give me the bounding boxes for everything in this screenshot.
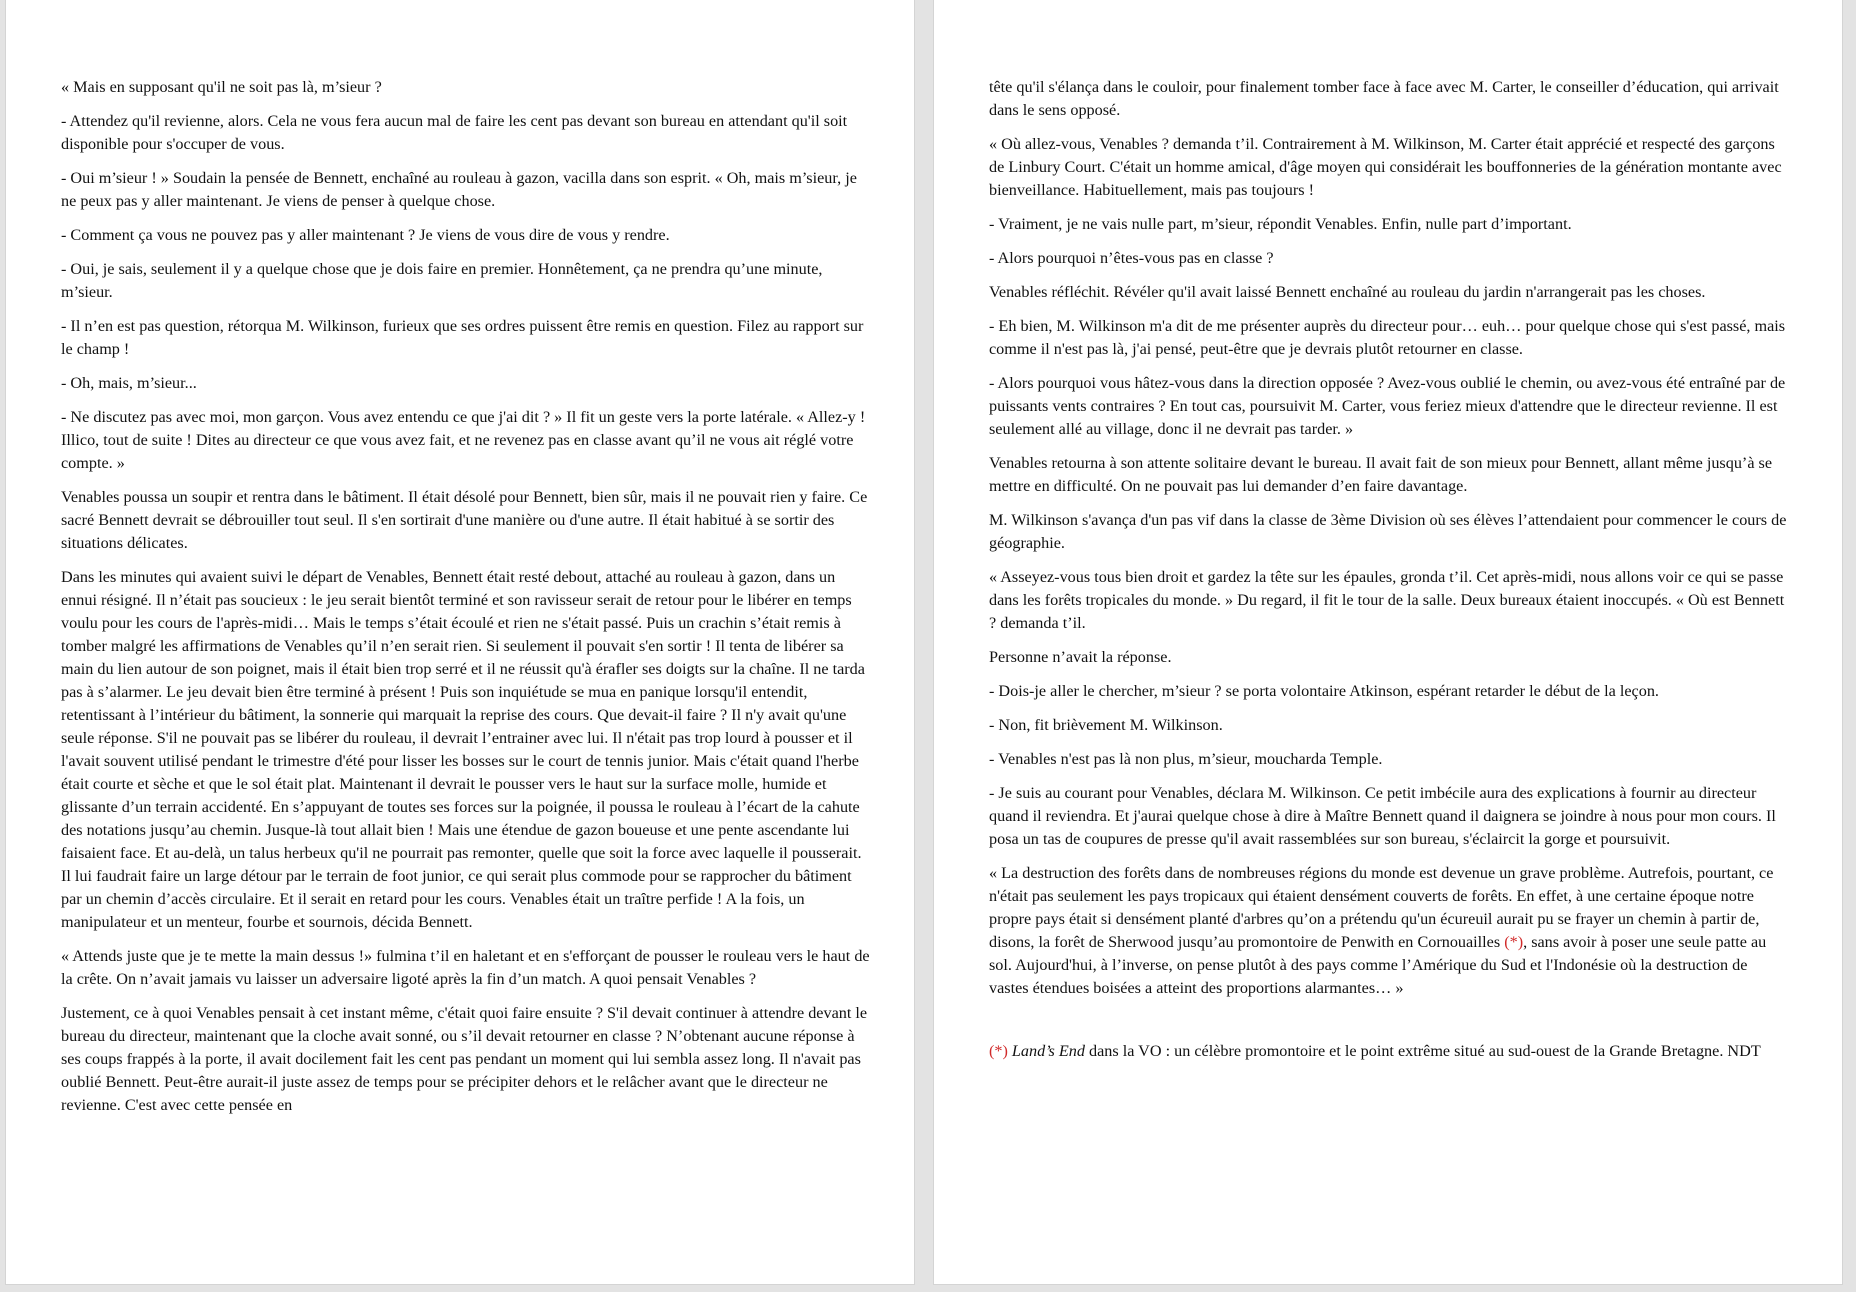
paragraph: Dans les minutes qui avaient suivi le départ de Venables, Bennett était resté debout, attaché au rouleau à gazon, dans un ennui résigné. Il n’était pas soucieux : le jeu serait bientôt terminé et son ravisseur serait de retour pour le libérer en temps voulu pour les cours de l'après-midi… Mais le temps s’était écoulé et rien ne s'était passé. Puis un crachin s’était remis à tomber malgré les affirmations de Venables qu’il n’en serait rien. Si seulement il pouvait s'en sortir ! Il tenta de libérer sa main du lien autour de son poignet, mais il était bien trop serré et il ne réussit qu'à érafler ses doigts sur la chaîne. Il ne tarda pas à s’alarmer. Le jeu devait bien être terminé à présent ! Puis son inquiétude se mua en panique lorsqu'il entendit, retentissant à l’intérieur du bâtiment, la sonnerie qui marquait la reprise des cours. Que devait-il faire ? Il n'y avait qu'une seule réponse. S'il ne pouvait pas se libérer du rouleau, il devrait l’entrainer avec lui. Il n'était pas trop lourd à pousser et il l'avait souvent utilisé pendant le trimestre d'été pour lisser les bosses sur le court de tennis junior. Mais c'était quand l'herbe était courte et sèche et que le sol était plat. Maintenant il devrait le pousser vers le haut sur la surface molle, humide et glissante d’un terrain accidenté. En s’appuyant de toutes ses forces sur la poignée, il poussa le rouleau à l’écart de la cahute des notations jusqu’au chemin. Jusque-là tout allait bien ! Mais une étendue de gazon boueuse et une pente ascendante lui faisaient face. Et au-delà, un talus herbeux qu'il ne pourrait pas remonter, quelle que soit la force avec laquelle il pousserait. Il lui faudrait faire un large détour par le terrain de foot junior, ce qui serait plus commode pour se rapprocher du bâtiment par un chemin d’accès circulaire. Et il serait en retard pour les cours. Venables était un traître perfide ! A la fois, un manipulateur et un menteur, fourbe et sournois, décida Bennett. xyxy=(61,568,865,931)
paragraph: - Oui, je sais, seulement il y a quelque chose que je dois faire en premier. Honnêtement, ça ne prendra qu’une minute, m’sieur. xyxy=(61,260,823,301)
paragraph: - Oh, mais, m’sieur... xyxy=(61,374,197,392)
footnote-reference[interactable]: (*) xyxy=(1504,933,1524,951)
document-page-left xyxy=(6,0,914,1284)
paragraph: Justement, ce à quoi Venables pensait à cet instant même, c'était quoi faire ensuite ? S'il devait continuer à attendre devant le bureau du directeur, maintenant que la cloche avait sonné, ou s’il devait retourner en classe ? N’obtenant aucune réponse à ses coups frappés à la porte, il avait docilement fait les cent pas pendant un moment qui lui sembla assez long. Il n'avait pas oublié Bennett. Peut-être aurait-il juste assez de temps pour se précipiter dehors et le relâcher avant que le directeur ne revienne. C'est avec cette pensée en xyxy=(61,1004,868,1114)
paragraph: - Comment ça vous ne pouvez pas y aller maintenant ? Je viens de vous dire de vous y rendre. xyxy=(61,226,670,244)
paragraph: « Mais en supposant qu'il ne soit pas là, m’sieur ? xyxy=(61,78,382,96)
paragraph: - Eh bien, M. Wilkinson m'a dit de me présenter auprès du directeur pour… euh… pour quelque chose qui s'est passé, mais comme il n'est pas là, j'ai pensé, peut-être que je devrais plutôt retourner en classe. xyxy=(989,317,1786,358)
page-text-left xyxy=(61,76,871,1128)
paragraph: - Vraiment, je ne vais nulle part, m’sieur, répondit Venables. Enfin, nulle part d’important. xyxy=(989,215,1572,233)
paragraph-text-part: « La destruction des forêts dans de nombreuses régions du monde est devenue un grave problème. Autrefois, pourtant, ce n'était pas seulement les pays tropicaux qui étaient densément couverts de forêts. En effet, à une certaine époque notre propre pays était si densément planté d'arbres qu’on a prétendu qu'un écureuil aurait pu se frayer un chemin à partir de, disons, la forêt de Sherwood jusqu’au promontoire de Penwith en Cornouailles xyxy=(989,864,1774,951)
paragraph: - Alors pourquoi vous hâtez-vous dans la direction opposée ? Avez-vous oublié le chemin, ou avez-vous été entraîné par de puissants vents contraires ? En tout cas, poursuivit M. Carter, vous feriez mieux d'attendre que le directeur revienne. Il est seulement allé au village, donc il ne devrait pas tarder. » xyxy=(989,374,1786,438)
paragraph: M. Wilkinson s'avança d'un pas vif dans la classe de 3ème Division où ses élèves l’attendaient pour commencer le cours de géographie. xyxy=(989,511,1787,552)
footnote xyxy=(989,1040,1789,1063)
paragraph: - Non, fit brièvement M. Wilkinson. xyxy=(989,716,1223,734)
page-text-right xyxy=(989,76,1789,1074)
document-page-right xyxy=(934,0,1842,1284)
paragraph: - Venables n'est pas là non plus, m’sieur, moucharda Temple. xyxy=(989,750,1383,768)
paragraph-text-part: , sans avoir à poser une seule patte au sol. Aujourd'hui, à l’inverse, on pense plutôt à des pays comme l’Amérique du Sud et l'Indonésie où la destruction de vastes étendues boisées a atteint des proportions alarmantes… » xyxy=(989,933,1767,997)
paragraph: « Où allez-vous, Venables ? demanda t’il. Contrairement à M. Wilkinson, M. Carter était apprécié et respecté des garçons de Linbury Court. C'était un homme amical, d'âge moyen qui considérait les bouffonneries de la génération montante avec bienveillance. Habituellement, mais pas toujours ! xyxy=(989,135,1782,199)
paragraph: - Dois-je aller le chercher, m’sieur ? se porta volontaire Atkinson, espérant retarder le début de la leçon. xyxy=(989,682,1659,700)
paragraph: Personne n’avait la réponse. xyxy=(989,648,1172,666)
paragraph: Venables réfléchit. Révéler qu'il avait laissé Bennett enchaîné au rouleau du jardin n'arrangerait pas les choses. xyxy=(989,283,1706,301)
paragraph: « Attends juste que je te mette la main dessus !» fulmina t’il en haletant et en s'efforçant de pousser le rouleau vers le haut de la crête. On n’avait jamais vu laisser un adversaire ligoté après la fin d’un match. A quoi pensait Venables ? xyxy=(61,947,870,988)
footnote-text: dans la VO : un célèbre promontoire et le point extrême situé au sud-ouest de la Grande Bretagne. NDT xyxy=(1084,1042,1761,1060)
paragraph: - Il n’en est pas question, rétorqua M. Wilkinson, furieux que ses ordres puissent être remis en question. Filez au rapport sur le champ ! xyxy=(61,317,864,358)
paragraph: - Alors pourquoi n’êtes-vous pas en classe ? xyxy=(989,249,1274,267)
paragraph: - Je suis au courant pour Venables, déclara M. Wilkinson. Ce petit imbécile aura des explications à fournir au directeur quand il reviendra. Et j'aurai quelque chose à dire à Maître Bennett quand il daignera se joindre à nous pour mon cours. Il posa un tas de coupures de presse qu'il avait rassemblées sur son bureau, s'éclaircit la gorge et poursuivit. xyxy=(989,784,1776,848)
paragraph: Venables poussa un soupir et rentra dans le bâtiment. Il était désolé pour Bennett, bien sûr, mais il ne pouvait rien y faire. Ce sacré Bennett devrait se débrouiller tout seul. Il s'en sortirait d'une manière ou d'une autre. Il était habitué à se sortir des situations délicates. xyxy=(61,488,868,552)
paragraph: « Asseyez-vous tous bien droit et gardez la tête sur les épaules, gronda t’il. Cet après-midi, nous allons voir ce qui se passe dans les forêts tropicales du monde. » Du regard, il fit le tour de la salle. Deux bureaux étaient inoccupés. « Où est Bennett ? demanda t’il. xyxy=(989,568,1785,632)
paragraph: tête qu'il s'élança dans le couloir, pour finalement tomber face à face avec M. Carter, le conseiller d’éducation, qui arrivait dans le sens opposé. xyxy=(989,78,1779,119)
paragraph-with-footnote-ref xyxy=(989,862,1789,1000)
paragraph: - Attendez qu'il revienne, alors. Cela ne vous fera aucun mal de faire les cent pas devant son bureau en attendant qu'il soit disponible pour s'occuper de vous. xyxy=(61,112,848,153)
paragraph: Venables retourna à son attente solitaire devant le bureau. Il avait fait de son mieux pour Bennett, allant même jusqu’à se mettre en difficulté. On ne pouvait pas lui demander d’en faire davantage. xyxy=(989,454,1773,495)
paragraph: - Ne discutez pas avec moi, mon garçon. Vous avez entendu ce que j'ai dit ? » Il fit un geste vers la porte latérale. « Allez-y ! Illico, tout de suite ! Dites au directeur ce que vous avez fait, et ne revenez pas en classe avant qu’il ne vous ait réglé votre compte. » xyxy=(61,408,866,472)
footnote-term: Land’s End xyxy=(1011,1042,1085,1060)
footnote-marker: (*) xyxy=(989,1042,1008,1060)
paragraph: - Oui m’sieur ! » Soudain la pensée de Bennett, enchaîné au rouleau à gazon, vacilla dans son esprit. « Oh, mais m’sieur, je ne peux pas y aller maintenant. Je viens de penser à quelque chose. xyxy=(61,169,857,210)
